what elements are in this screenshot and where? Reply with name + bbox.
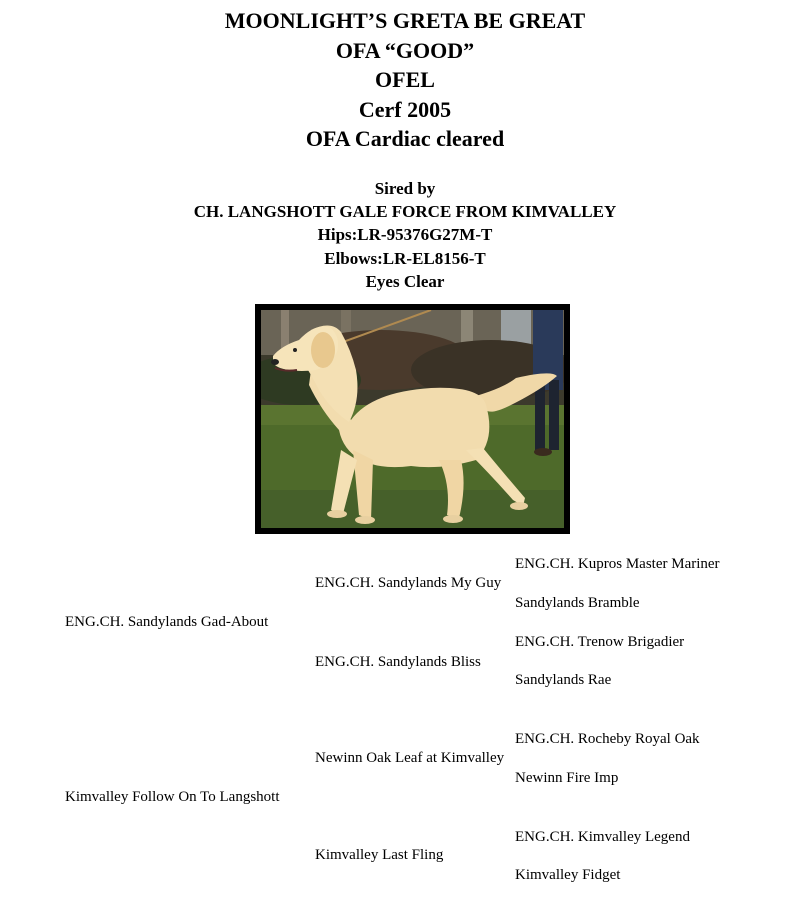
yellow-labrador-photo-icon (261, 310, 564, 528)
cerf-clearance: Cerf 2005 (358, 96, 452, 122)
cardiac-clearance: OFA Cardiac cleared (305, 126, 505, 151)
dog-title-block (0, 6, 800, 154)
sire-eyes: Eyes Clear (365, 271, 445, 291)
pedigree-dam-sire-dam: Newinn Fire Imp (515, 770, 619, 786)
pedigree-dam-sire: Newinn Oak Leaf at Kimvalley (315, 750, 505, 766)
sired-by-label: Sired by (374, 179, 436, 198)
pedigree-dam-dam-dam: Kimvalley Fidget (515, 867, 621, 883)
ofel-clearance: OFEL (375, 67, 435, 92)
dog-photo-frame (255, 304, 570, 534)
ofa-hips-rating: OFA “GOOD” (335, 37, 475, 63)
pedigree-sire-dam-sire: ENG.CH. Trenow Brigadier (515, 634, 685, 650)
pedigree-sire-dam: ENG.CH. Sandylands Bliss (315, 654, 481, 670)
sire-name: CH. LANGSHOTT GALE FORCE FROM KIMVALLEY (193, 202, 617, 222)
pedigree-dam-sire-sire: ENG.CH. Rocheby Royal Oak (515, 731, 700, 747)
pedigree-dam: Kimvalley Follow On To Langshott (65, 789, 280, 805)
pedigree-sire: ENG.CH. Sandylands Gad-About (65, 614, 269, 630)
pedigree-sire-sire-dam: Sandylands Bramble (515, 595, 640, 611)
pedigree-sire-sire-sire: ENG.CH. Kupros Master Mariner (515, 556, 720, 572)
sire-hips: Hips:LR-95376G27M-T (317, 225, 493, 245)
dog-name-heading: MOONLIGHT’S GRETA BE GREAT (224, 8, 586, 33)
sire-elbows: Elbows:LR-EL8156-T (324, 248, 486, 268)
pedigree-dam-dam: Kimvalley Last Fling (315, 847, 444, 863)
sire-info-block (0, 177, 800, 293)
pedigree-sire-dam-dam: Sandylands Rae (515, 672, 612, 688)
pedigree-sire-sire: ENG.CH. Sandylands My Guy (315, 575, 502, 591)
pedigree-dam-dam-sire: ENG.CH. Kimvalley Legend (515, 829, 690, 845)
